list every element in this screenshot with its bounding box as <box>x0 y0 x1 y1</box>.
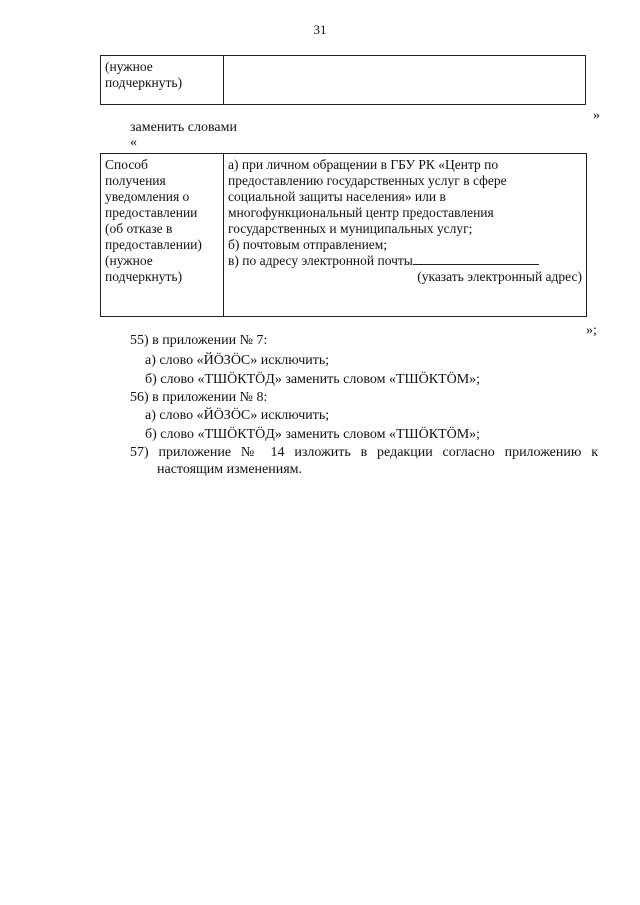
cell-line: подчеркнуть) <box>105 269 183 284</box>
option-line: предоставлению государственных услуг в сфере <box>228 173 507 188</box>
replace-instruction: заменить словами <box>130 120 237 135</box>
list-item-55 <box>130 332 267 349</box>
cell-line: получения <box>105 173 166 188</box>
item-text: а) слово «ЙӦЗӦС» исключить; <box>145 408 330 423</box>
option-line: а) при личном обращении в ГБУ РК «Центр по <box>228 157 499 172</box>
option-line-email <box>228 253 582 269</box>
option-line: государственных и муниципальных услуг; <box>228 221 473 236</box>
item-number: 55) <box>130 333 149 348</box>
list-item-57 <box>130 444 598 478</box>
list-item-56a <box>145 407 329 424</box>
closing-quote: » <box>593 108 600 123</box>
item-text: в приложении № 8: <box>152 390 268 405</box>
option-line: б) почтовым отправлением; <box>228 237 388 252</box>
page-number: 31 <box>313 22 327 37</box>
item-text: б) слово «ТШӦКТӦД» заменить словом «ТШӦКТӦМ»; <box>145 372 481 387</box>
email-option-text: в) по адресу электронной почты <box>228 253 413 268</box>
table-cell-empty <box>224 56 586 105</box>
cell-line: подчеркнуть) <box>105 75 183 90</box>
table-cell-options <box>224 154 587 317</box>
item-text: приложение № 14 изложить в редакции согласно приложению к <box>158 445 599 460</box>
option-line: социальной защиты населения» или в <box>228 189 446 204</box>
email-hint: (указать электронный адрес) <box>417 269 582 284</box>
item-line-1 <box>130 444 598 461</box>
cell-line: предоставлении <box>105 205 198 220</box>
list-item-55a <box>145 352 329 369</box>
list-item-56b <box>145 426 480 443</box>
table-form-fragment <box>100 55 586 105</box>
cell-line: Способ <box>105 157 148 172</box>
cell-line: (нужное <box>105 253 153 268</box>
cell-line: (нужное <box>105 59 153 74</box>
item-number: 57) <box>130 445 149 460</box>
list-item-56 <box>130 389 267 406</box>
item-text: а) слово «ЙӦЗӦС» исключить; <box>145 353 330 368</box>
item-line-2: настоящим изменениям. <box>157 462 303 477</box>
email-blank-line <box>413 253 539 265</box>
table-notification-method <box>100 153 587 317</box>
item-text: б) слово «ТШӦКТӦД» заменить словом «ТШӦКТӦМ»; <box>145 427 481 442</box>
opening-quote: « <box>130 135 137 150</box>
closing-quote-semicolon: »; <box>586 323 597 338</box>
cell-line: предоставлении) <box>105 237 202 252</box>
cell-line: уведомления о <box>105 189 190 204</box>
table-cell-label <box>101 154 224 317</box>
table-cell-label <box>101 56 224 105</box>
item-number: 56) <box>130 390 149 405</box>
option-line: многофункциональный центр предоставления <box>228 205 494 220</box>
item-text: в приложении № 7: <box>152 333 268 348</box>
cell-line: (об отказе в <box>105 221 173 236</box>
list-item-55b <box>145 371 480 388</box>
